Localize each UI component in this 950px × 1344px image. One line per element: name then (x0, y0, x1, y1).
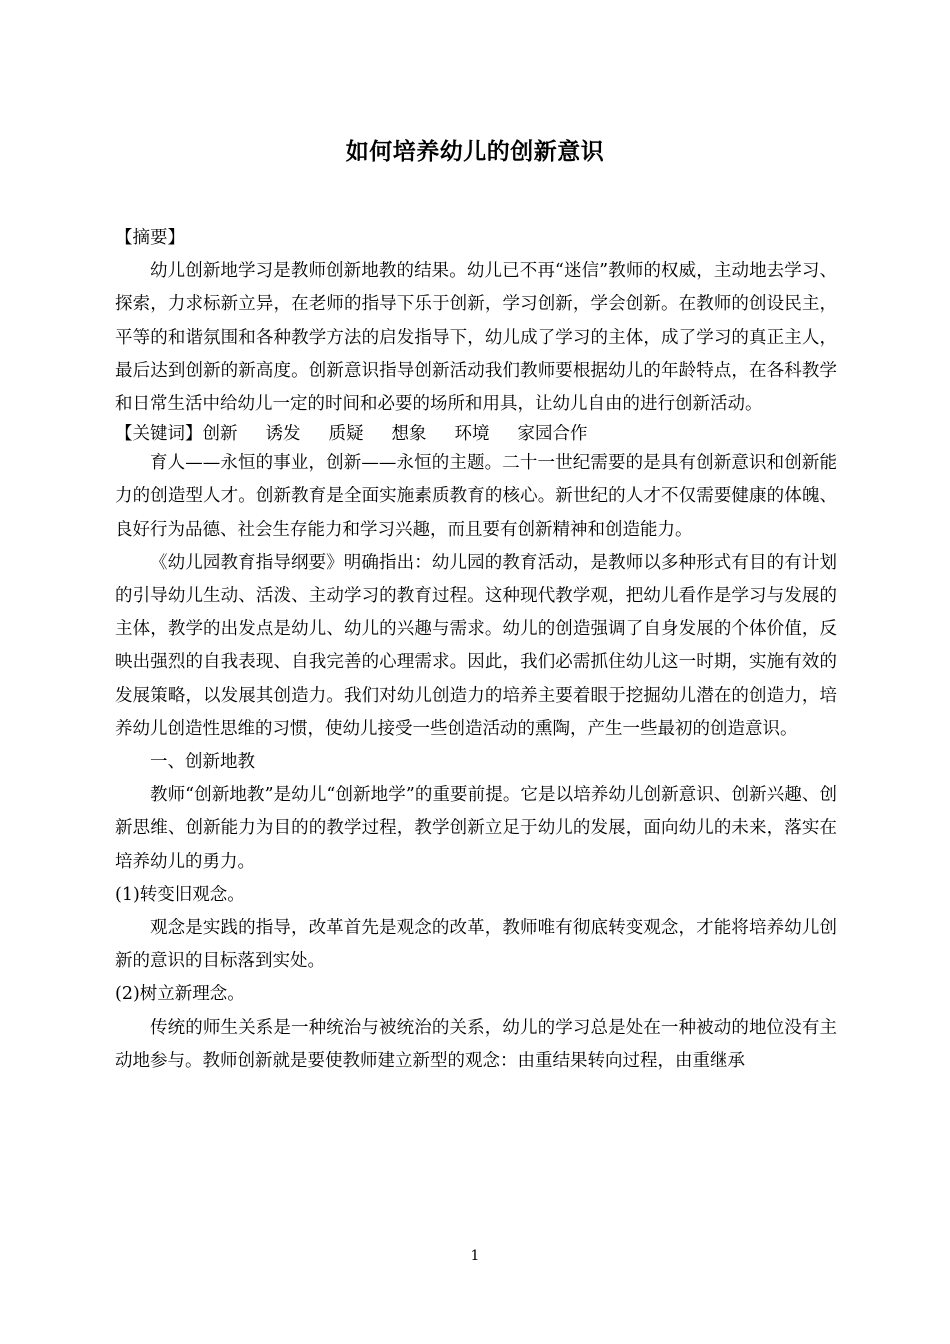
document-body (115, 222, 837, 1078)
body-paragraph: 育人——永恒的事业，创新——永恒的主题。二十一世纪需要的是具有创新意识和创新能力的创造型人才。创新教育是全面实施素质教育的核心。新世纪的人才不仅需要健康的体魄、良好行为品德、社会生存能力和学习兴趣，而且要有创新精神和创造能力。 (115, 453, 837, 540)
keywords-label: 【关键词】 (115, 424, 203, 445)
item-heading: (2)树立新理念。 (115, 984, 245, 1005)
keyword: 家园合作 (517, 424, 588, 445)
body-paragraph: 《幼儿园教育指导纲要》明确指出：幼儿园的教育活动，是教师以多种形式有目的有计划的引导幼儿生动、活泼、主动学习的教育过程。这种现代教学观，把幼儿看作是学习与发展的主体，教学的出发点是幼儿、幼儿的兴趣与需求。幼儿的创造强调了自身发展的个体价值，反映出强烈的自我表现、自我完善的心理需求。因此，我们必需抓住幼儿这一时期，实施有效的发展策略，以发展其创造力。我们对幼儿创造力的培养主要着眼于挖掘幼儿潜在的创造力，培养幼儿创造性思维的习惯，使幼儿接受一些创造活动的熏陶，产生一些最初的创造意识。 (115, 552, 837, 739)
abstract-paragraph: 幼儿创新地学习是教师创新地教的结果。幼儿已不再“迷信”教师的权威，主动地去学习、探索，力求标新立异，在老师的指导下乐于创新，学习创新，学会创新。在教师的创设民主，平等的和谐氛围和各种教学方法的启发指导下，幼儿成了学习的主体，成了学习的真正主人，最后达到创新的新高度。创新意识指导创新活动我们教师要根据幼儿的年龄特点，在各科教学和日常生活中给幼儿一定的时间和必要的场所和用具，让幼儿自由的进行创新活动。 (115, 261, 837, 415)
section-heading: 一、创新地教 (150, 752, 255, 773)
page-number: 1 (470, 1248, 480, 1264)
keywords-line (115, 421, 837, 447)
keyword: 环境 (454, 424, 490, 445)
keyword: 想象 (391, 424, 427, 445)
document-title: 如何培养幼儿的创新意识 (345, 139, 605, 165)
item-heading: (1)转变旧观念。 (115, 884, 245, 905)
section-paragraph: 教师“创新地教”是幼儿“创新地学”的重要前提。它是以培养幼儿创新意识、创新兴趣、创新思维、创新能力为目的的教学过程，教学创新立足于幼儿的发展，面向幼儿的未来，落实在培养幼儿的勇力。 (115, 785, 837, 872)
abstract-heading: 【摘要】 (115, 228, 185, 248)
keyword: 诱发 (265, 424, 301, 445)
keyword: 创新 (202, 424, 238, 445)
keyword: 质疑 (328, 424, 364, 445)
item-paragraph: 观念是实践的指导，改革首先是观念的改革，教师唯有彻底转变观念，才能将培养幼儿创新的意识的目标落到实处。 (115, 918, 837, 972)
item-paragraph: 传统的师生关系是一种统治与被统治的关系，幼儿的学习总是处在一种被动的地位没有主动地参与。教师创新就是要使教师建立新型的观念：由重结果转向过程，由重继承 (115, 1017, 837, 1071)
